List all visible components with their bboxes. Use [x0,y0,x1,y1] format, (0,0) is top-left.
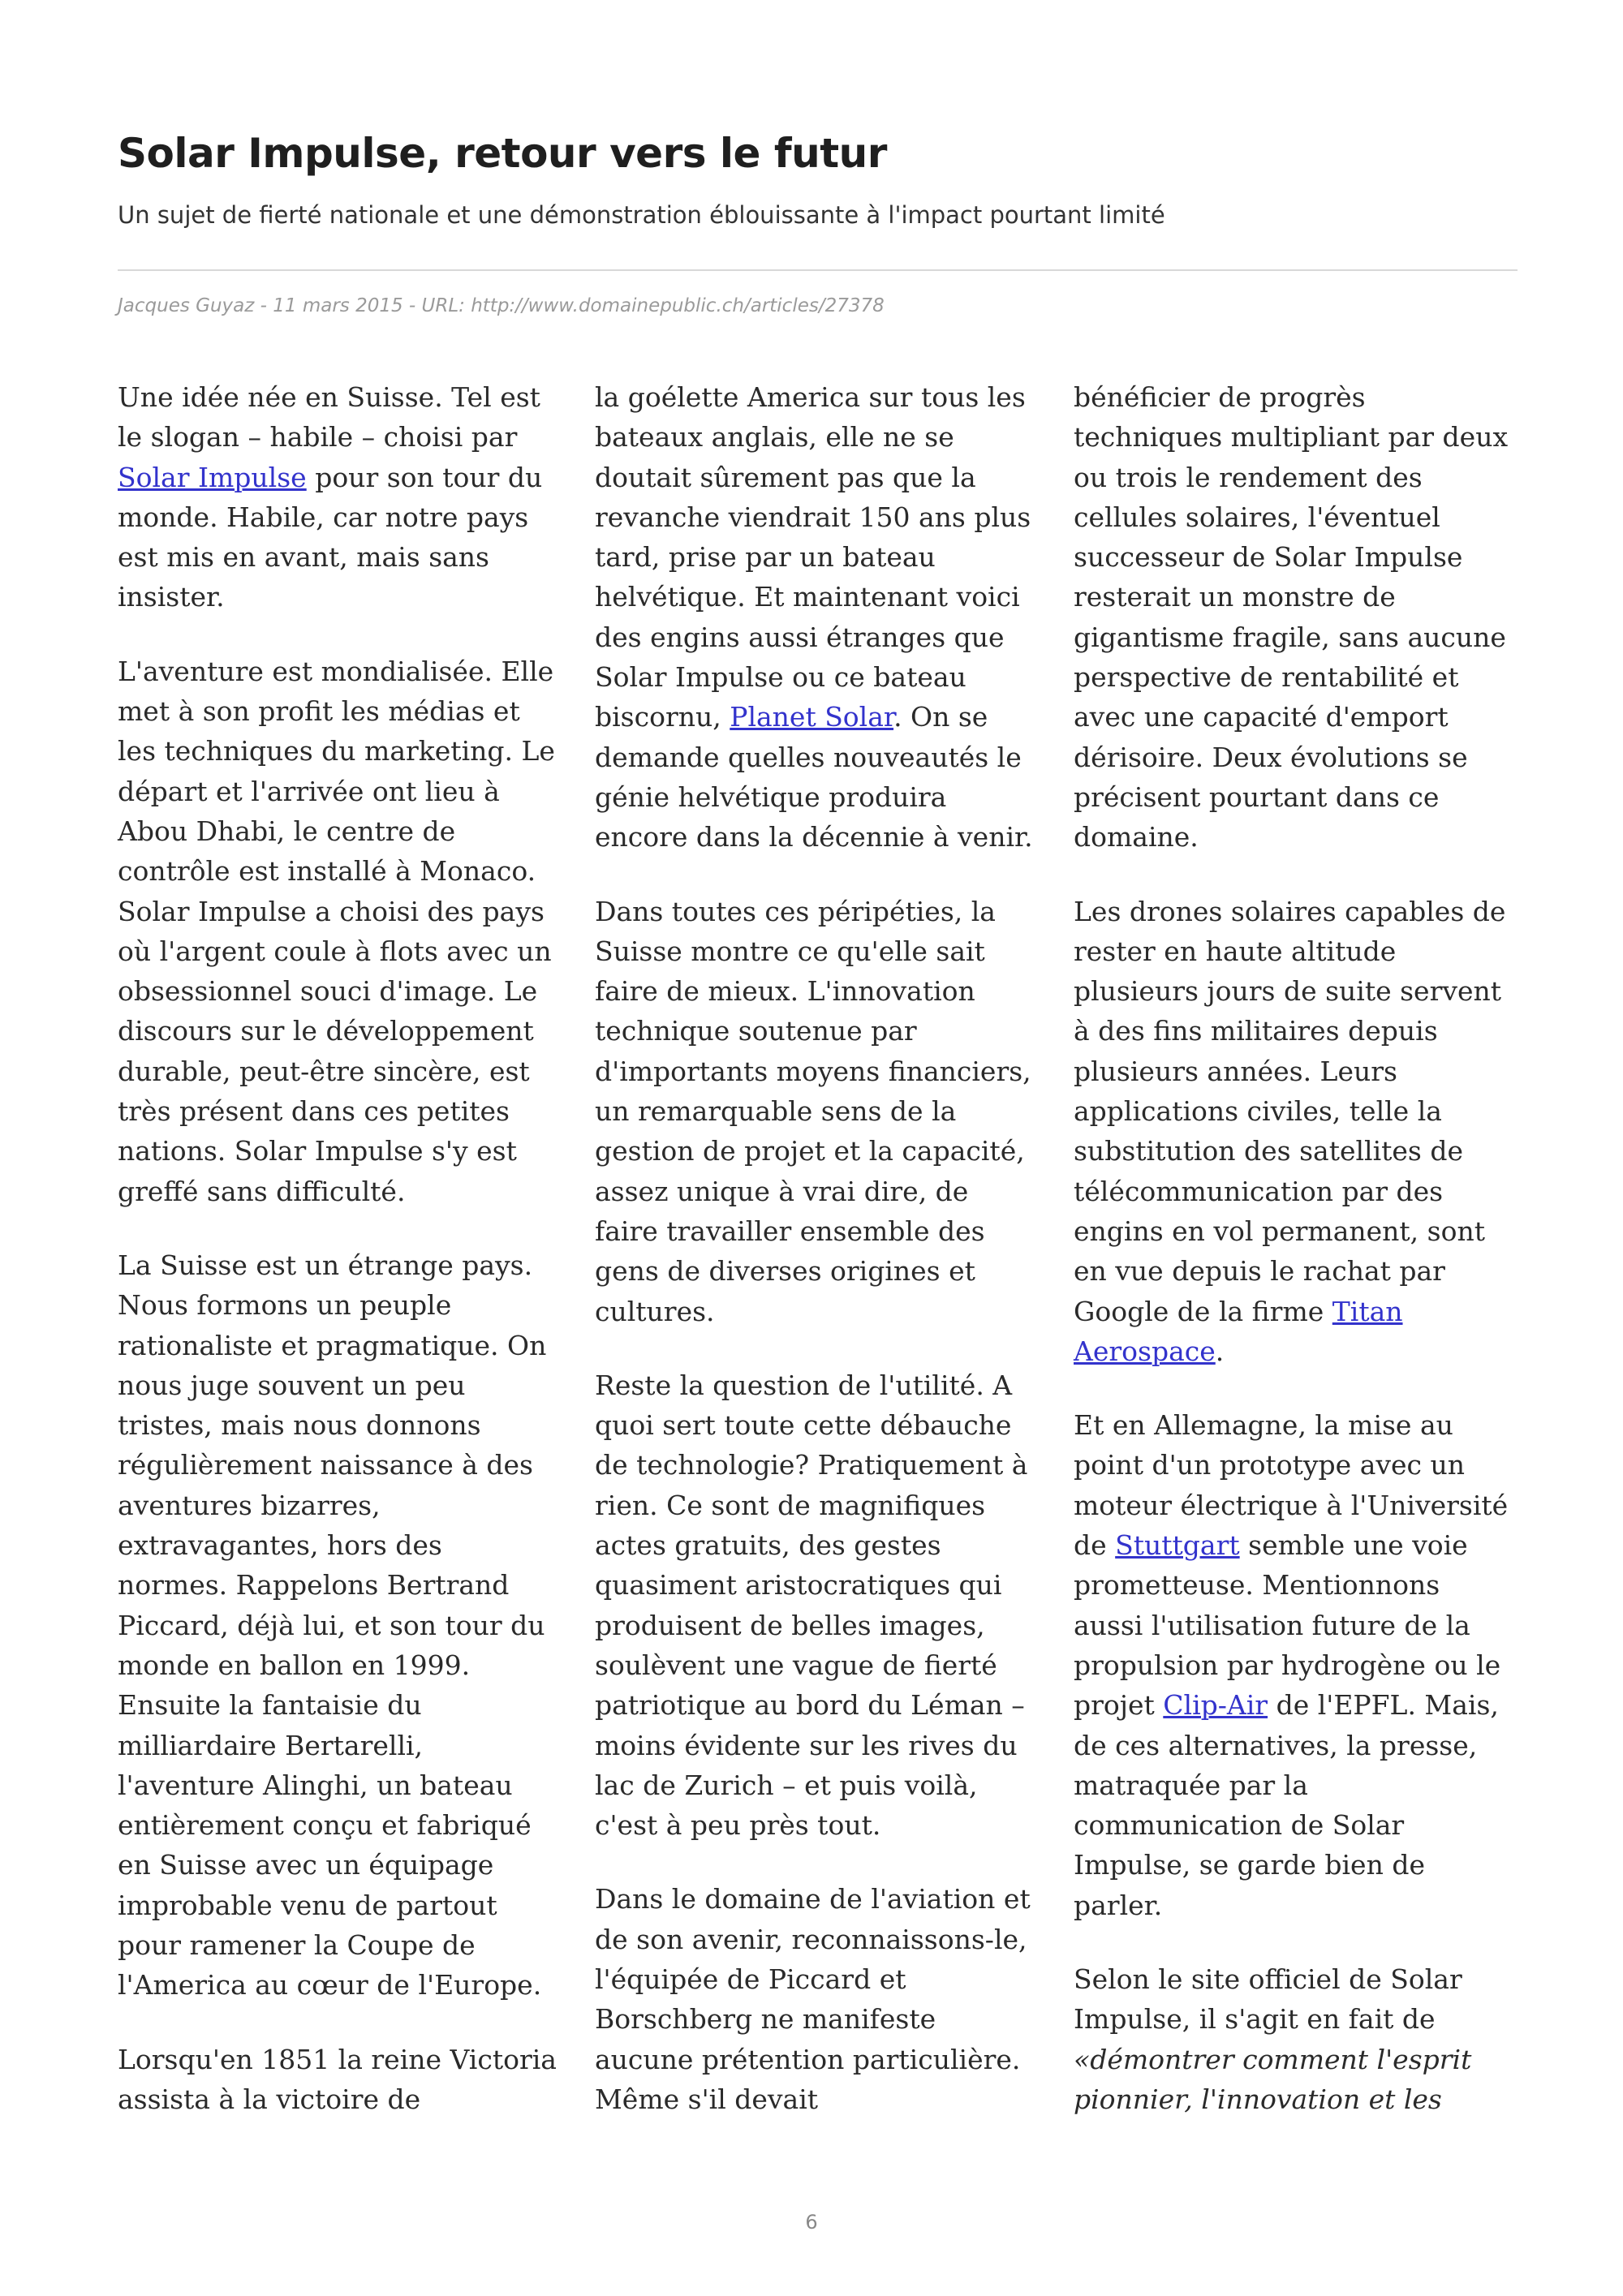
text-column-2 [595,377,1037,2153]
link-clip-air[interactable]: Clip-Air [1163,1689,1268,1722]
paragraph: Dans toutes ces péripéties, la Suisse montre ce qu'elle sait faire de mieux. L'innovation technique soutenue par d'importants moyens financiers, un remarquable sens de la gestion de projet et la capacité, assez unique à vrai dire, de faire travailler ensemble des gens de diverses origines et cultures. [595,895,1031,1327]
paragraph: Reste la question de l'utilité. A quoi sert toute cette débauche de technologie? Pratiquement à rien. Ce sont de magnifiques actes gratuits, des gestes quasiment aristocratiques qui produisent de belles images, soulèvent une vague de fierté patriotique au bord du Léman – moins évidente sur les rives du lac de Zurich – et puis voilà, c'est à peu près tout. [595,1369,1028,1842]
article-meta: Jacques Guyaz - 11 mars 2015 - URL: http://www.domainepublic.ch/articles/27378 [118,295,885,316]
paragraph: Lorsqu'en 1851 la reine Victoria assista à la victoire de [118,2043,557,2115]
paragraph: Les drones solaires capables de rester en haute altitude plusieurs jours de suite servent à des fins militaires depuis plusieurs années. Leurs applications civiles, telle la substitution des satellites de télécommunication par des engins en vol permanent, sont en vue depuis le rachat par Google de la firme Titan Aerospace. [1074,895,1506,1367]
link-titan-aerospace[interactable]: Titan Aerospace [1074,1295,1403,1367]
paragraph: la goélette America sur tous les bateaux anglais, elle ne se doutait sûrement pas que la revanche viendrait 150 ans plus tard, prise par un bateau helvétique. Et maintenant voici des engins aussi étranges que Solar Impulse ou ce bateau biscornu, Planet Solar. On se demande quelles nouveautés le génie helvétique produira encore dans la décennie à venir. [595,381,1033,853]
article-subtitle: Un sujet de fierté nationale et une démonstration éblouissante à l'impact pourtant limité [118,201,1165,229]
paragraph: L'aventure est mondialisée. Elle met à son profit les médias et les techniques du marketing. Le départ et l'arrivée ont lieu à Abou Dhabi, le centre de contrôle est installé à Monaco. Solar Impulse a choisi des pays où l'argent coule à flots avec un obsessionnel souci d'image. Le discours sur le développement durable, peut-être sincère, est très présent dans ces petites nations. Solar Impulse s'y est greffé sans difficulté. [118,655,555,1207]
link-planet-solar[interactable]: Planet Solar [730,701,894,733]
page-number: 6 [805,2211,818,2234]
header-divider [118,269,1518,271]
text-column-1 [118,377,560,2153]
paragraph: La Suisse est un étrange pays. Nous formons un peuple rationaliste et pragmatique. On nous juge souvent un peu tristes, mais nous donnons régulièrement naissance à des aventures bizarres, extravagantes, hors des normes. Rappelons Bertrand Piccard, déjà lui, et son tour du monde en ballon en 1999. Ensuite la fantaisie du milliardaire Bertarelli, l'aventure Alinghi, un bateau entièrement conçu et fabriqué en Suisse avec un équipage improbable venu de partout pour ramener la Coupe de l'America au cœur de l'Europe. [118,1249,547,2001]
link-solar-impulse[interactable]: Solar Impulse [118,461,307,493]
paragraph: Selon le site officiel de Solar Impulse, il s'agit en fait de «démontrer comment l'esprit pionnier, l'innovation et les [1074,1963,1472,2115]
paragraph: Et en Allemagne, la mise au point d'un prototype avec un moteur électrique à l'Université de Stuttgart semble une voie prometteuse. Mentionnons aussi l'utilisation future de la propulsion par hydrogène ou le projet Clip-Air de l'EPFL. Mais, de ces alternatives, la presse, matraquée par la communication de Solar Impulse, se garde bien de parler. [1074,1409,1509,1921]
text-column-3 [1074,377,1516,2153]
paragraph: Une idée née en Suisse. Tel est le slogan – habile – choisi par Solar Impulse pour son tour du monde. Habile, car notre pays est mis en avant, mais sans insister. [118,381,543,613]
paragraph: Dans le domaine de l'aviation et de son avenir, reconnaissons-le, l'équipée de Piccard et Borschberg ne manifeste aucune prétention particulière. Même s'il devait [595,1883,1031,2115]
quote: «démontrer comment l'esprit pionnier, l'innovation et les [1074,2043,1472,2115]
paragraph: bénéficier de progrès techniques multipliant par deux ou trois le rendement des cellules solaires, l'éventuel successeur de Solar Impulse resterait un monstre de gigantisme fragile, sans aucune perspective de rentabilité et avec une capacité d'emport dérisoire. Deux évolutions se précisent pourtant dans ce domaine. [1074,381,1509,853]
article-title: Solar Impulse, retour vers le futur [118,130,887,177]
link-stuttgart[interactable]: Stuttgart [1115,1529,1240,1562]
